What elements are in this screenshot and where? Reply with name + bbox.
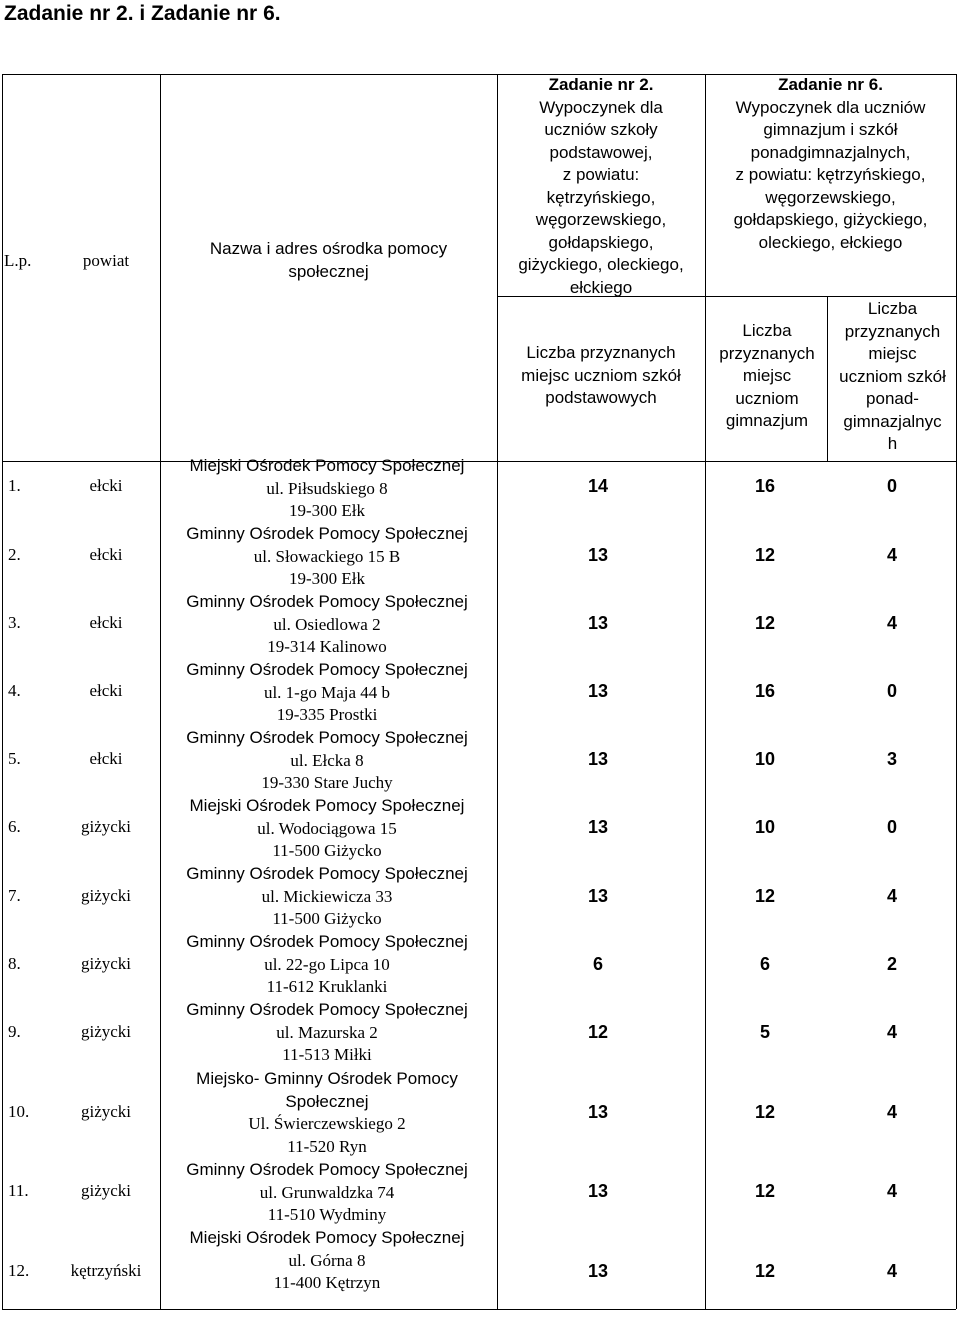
postal-city: 11-500 Giżycko [272,841,382,860]
count-ponadgimnazjalne: 4 [886,886,897,906]
street: ul. Górna 8 [288,1250,366,1270]
center-name: Miejsko- Gminny Ośrodek Pomocy [196,1069,458,1088]
count-ponadgimnazjalne: 0 [886,817,897,837]
header-text-line: Wypoczynek dla [539,97,663,117]
street: ul. Osiedlowa 2 [273,614,381,634]
count-primary: 13 [587,1102,609,1122]
count-primary: 13 [587,613,609,633]
count-ponadgimnazjalne: 4 [886,613,897,633]
center-name: Gminny Ośrodek Pomocy Społecznej [186,660,468,679]
street: ul. Mickiewicza 33 [261,886,393,906]
table-divider [705,74,706,1309]
header-text-line: z powiatu: kętrzyńskiego, [735,165,926,184]
center-name: Miejski Ośrodek Pomocy Społecznej [189,796,465,815]
row-powiat: giżycki [80,1102,132,1121]
count-ponadgimnazjalne: 4 [886,545,897,565]
header-task-2-count [499,342,703,410]
page-title: Zadanie nr 2. i Zadanie nr 6. [4,2,281,25]
count-gimnazjum: 10 [754,749,776,769]
row-lp: 8. [8,954,21,973]
header-task-2 [499,74,703,299]
postal-city: 19-335 Prostki [276,705,378,724]
row-powiat: kętrzyński [70,1261,142,1280]
count-primary: 13 [587,886,609,906]
count-gimnazjum: 12 [754,1102,776,1122]
row-lp: 9. [8,1022,21,1041]
header-name-line: społecznej [288,261,369,281]
count-gimnazjum: 10 [754,817,776,837]
row-lp: 4. [8,681,21,700]
row-lp: 6. [8,817,21,836]
count-primary: 12 [587,1022,609,1042]
header-text-line: Wypoczynek dla uczniów [735,97,926,117]
row-address [160,455,494,523]
count-primary: 13 [587,749,609,769]
count-ponadgimnazjalne: 0 [886,681,897,701]
street: ul. Grunwaldzka 74 [259,1182,395,1202]
postal-city: 19-314 Kalinowo [267,637,387,656]
postal-city: 11-400 Kętrzyn [273,1273,381,1292]
row-powiat: giżycki [80,954,132,973]
header-text-line: h [887,434,898,453]
count-gimnazjum: 6 [759,954,770,974]
header-text-line: miejsc [742,366,792,385]
header-text-line: uczniom [735,388,799,408]
row-powiat: giżycki [80,1022,132,1041]
row-powiat: ełcki [89,681,123,700]
header-text-line: oleckiego, ełckiego [758,232,903,252]
row-powiat: giżycki [80,817,132,836]
header-powiat: powiat [82,251,130,270]
count-primary: 13 [587,1261,609,1281]
header-text-line: gołdapskiego, giżyckiego, [733,210,928,229]
count-gimnazjum: 16 [754,681,776,701]
header-text-line: gołdapskiego, [548,232,654,252]
row-powiat: ełcki [89,476,123,495]
row-address [160,659,494,727]
header-text-line: miejsc [868,344,917,363]
header-text-line: miejsc uczniom szkół [521,365,681,385]
count-ponadgimnazjalne: 4 [886,1181,897,1201]
header-text-line: Zadanie nr 2. [548,75,654,94]
row-lp: 5. [8,749,21,768]
count-ponadgimnazjalne: 4 [886,1261,897,1281]
center-name: Gminny Ośrodek Pomocy Społecznej [186,1160,468,1179]
header-text-line: gimnazjum [725,411,809,430]
table-divider [497,74,498,1309]
count-ponadgimnazjalne: 2 [886,954,897,974]
header-text-line: kętrzyńskiego, [546,187,656,207]
header-text-line: przyznanych [719,343,815,363]
header-text-line: Liczba przyznanych [526,343,676,362]
center-name: Gminny Ośrodek Pomocy Społecznej [186,728,468,747]
row-powiat: ełcki [89,613,123,632]
street: Ul. Świerczewskiego 2 [248,1114,406,1133]
header-text-line: ełckiego [569,277,633,297]
count-ponadgimnazjalne: 3 [886,749,897,769]
row-lp: 3. [8,613,21,632]
header-task-6-gim-count [707,320,827,433]
row-address [160,727,494,795]
center-name: Gminny Ośrodek Pomocy Społecznej [186,932,468,951]
postal-city: 19-300 Ełk [288,501,366,520]
table-border [956,74,957,1309]
postal-city: 11-520 Ryn [287,1136,367,1156]
postal-city: 11-513 Miłki [282,1045,372,1064]
count-gimnazjum: 12 [754,613,776,633]
table-border [2,1309,956,1310]
street: ul. Piłsudskiego 8 [266,478,388,498]
count-gimnazjum: 12 [754,545,776,565]
header-text-line: przyznanych [844,321,941,341]
header-task-6-ponad-count [829,298,956,456]
count-gimnazjum: 5 [759,1022,770,1042]
street: ul. Mazurska 2 [276,1022,378,1042]
center-name: Społecznej [285,1091,369,1111]
header-text-line: ponadgimnazjalnych, [750,142,911,162]
count-primary: 6 [592,954,603,974]
row-powiat: ełcki [89,749,123,768]
postal-city: 11-510 Wydminy [267,1205,387,1224]
row-address [160,931,494,999]
postal-city: 11-500 Giżycko [272,909,382,928]
header-task-6 [707,74,954,254]
center-name: Gminny Ośrodek Pomocy Społecznej [186,864,468,883]
row-address [160,795,494,863]
row-powiat: giżycki [80,1181,132,1200]
row-address [160,1159,494,1227]
row-powiat: ełcki [89,545,123,564]
header-text-line: giżyckiego, oleckiego, [518,255,684,274]
row-address [160,863,494,931]
header-text-line: węgorzewskiego, [765,187,896,207]
header-text-line: z powiatu: [562,165,640,184]
street: ul. 1-go Maja 44 b [263,682,391,702]
header-text-line: uczniom szkół [839,366,946,386]
count-primary: 13 [587,817,609,837]
postal-city: 19-330 Stare Juchy [261,773,393,792]
row-address [160,523,494,591]
row-lp: 2. [8,545,21,564]
center-name: Miejski Ośrodek Pomocy Społecznej [189,456,465,475]
count-gimnazjum: 12 [754,886,776,906]
center-name: Gminny Ośrodek Pomocy Społecznej [186,1000,468,1019]
street: ul. 22-go Lipca 10 [264,954,390,974]
row-address [160,999,494,1067]
center-name: Gminny Ośrodek Pomocy Społecznej [186,524,468,543]
count-gimnazjum: 12 [754,1261,776,1281]
row-lp: 11. [8,1181,29,1200]
center-name: Gminny Ośrodek Pomocy Społecznej [186,592,468,611]
header-text-line: Liczba [867,299,918,318]
count-ponadgimnazjalne: 0 [886,476,897,496]
header-text-line: podstawowej, [549,142,653,162]
row-lp: 10. [8,1102,30,1121]
count-ponadgimnazjalne: 4 [886,1022,897,1042]
count-primary: 13 [587,545,609,565]
table-divider [827,296,828,461]
header-name-line: Nazwa i adres ośrodka pomocy [209,239,448,258]
row-lp: 1. [8,476,21,495]
postal-city: 11-612 Kruklanki [266,977,388,996]
street: ul. Ełcka 8 [290,750,364,770]
header-text-line: uczniów szkoły [544,120,658,139]
header-text-line: węgorzewskiego, [535,210,667,229]
count-gimnazjum: 16 [754,476,776,496]
center-name: Miejski Ośrodek Pomocy Społecznej [189,1228,465,1247]
row-powiat: giżycki [80,886,132,905]
row-address [160,1227,494,1295]
header-text-line: Zadanie nr 6. [778,75,883,94]
header-text-line: ponad- [866,389,919,408]
header-text-line: gimnazjalnyc [843,411,942,431]
row-lp: 12. [8,1261,30,1280]
count-primary: 14 [587,476,609,496]
header-text-line: podstawowych [545,388,657,407]
header-lp: L.p. [4,251,32,270]
street: ul. Słowackiego 15 B [253,546,401,566]
header-text-line: Liczba [742,321,792,340]
row-address [160,1068,494,1158]
header-text-line: gimnazjum i szkół [763,120,898,139]
postal-city: 19-300 Ełk [288,569,366,588]
row-lp: 7. [8,886,21,905]
count-primary: 13 [587,681,609,701]
count-ponadgimnazjalne: 4 [886,1102,897,1122]
street: ul. Wodociągowa 15 [257,818,397,838]
table-border [2,74,3,1309]
count-primary: 13 [587,1181,609,1201]
row-address [160,591,494,659]
header-name-address [162,238,495,283]
count-gimnazjum: 12 [754,1181,776,1201]
